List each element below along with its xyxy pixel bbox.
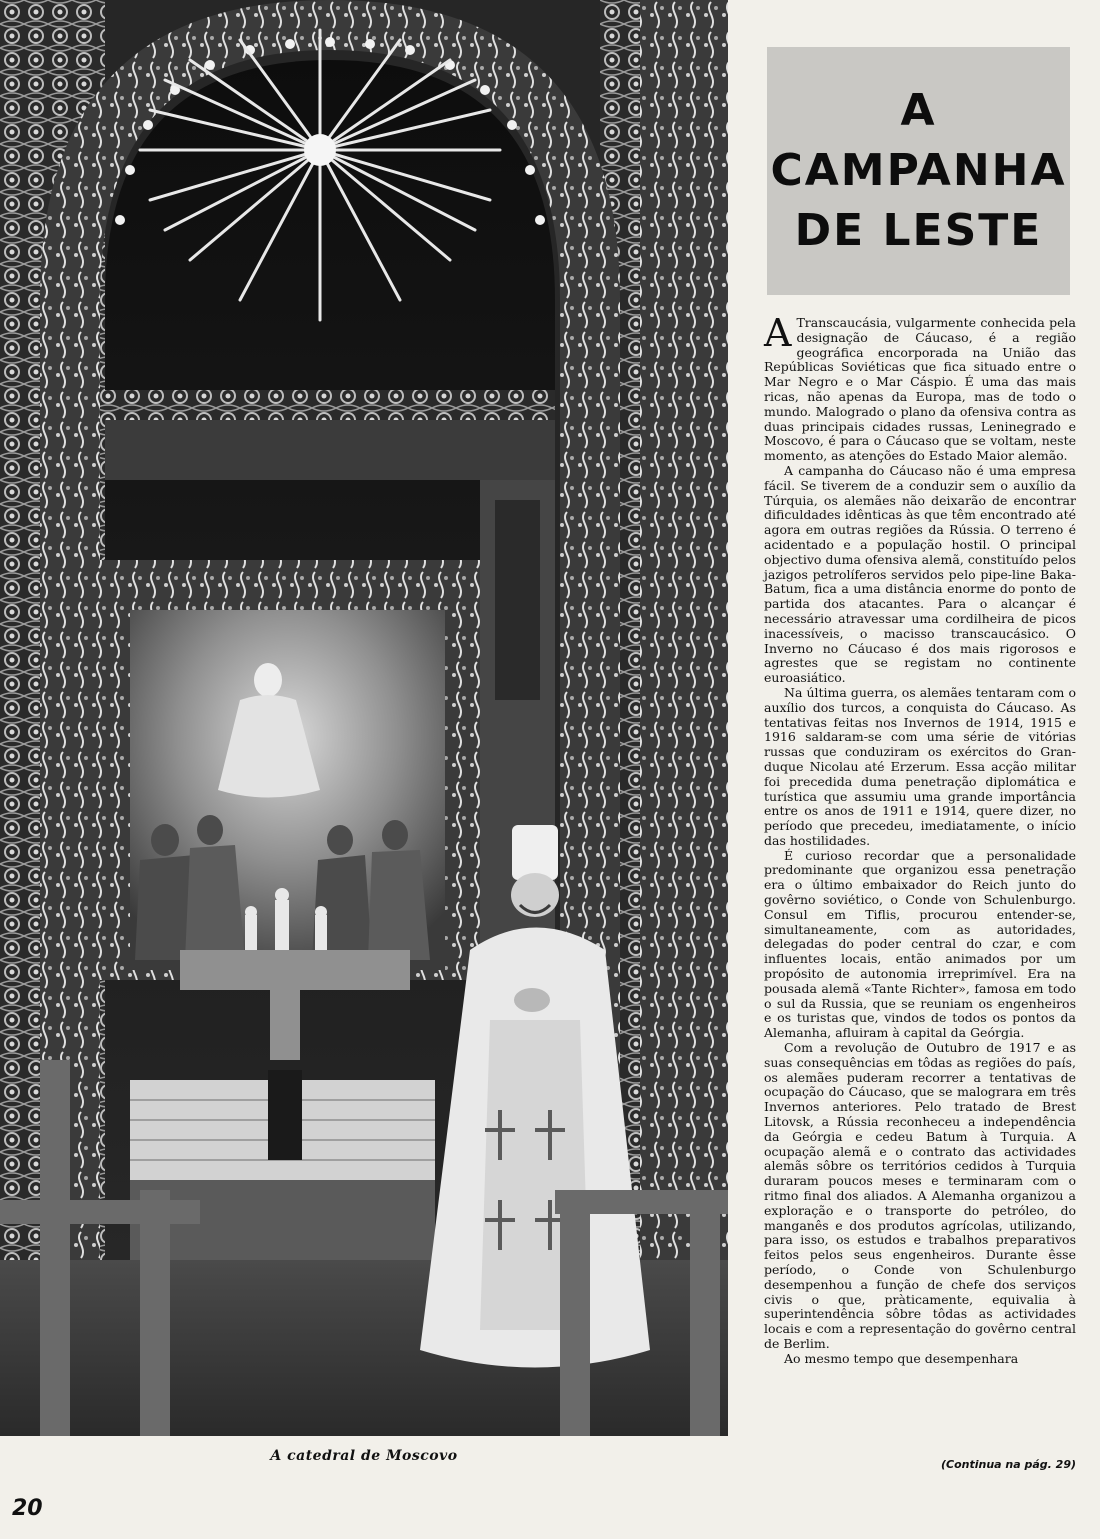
- photo-caption: A catedral de Moscovo: [270, 1448, 458, 1464]
- title-line-3: DE LESTE: [794, 205, 1043, 256]
- page-number: 20: [12, 1496, 43, 1521]
- title-line-1: A: [900, 85, 937, 136]
- article-paragraph-2: A campanha do Cáucaso não é uma empresa fácil. Se tiverem de a conduzir sem o auxílio da Túrquia, os alemães não deixarão de encontrar dificuldades idênticas às que têm encontrado até agora em outras regiões da Rússia. O terreno é acidentado e a população hostil. O principal objectivo duma ofensiva alemã, constituído pelos jazigos petrolíferos servidos pelo pipe-line Baka-Batum, fica a uma distância enorme do ponto de partida dos atacantes. Para o alcançar é necessário atravessar uma cordilheira de picos inacessíveis, o macisso transcaucásico. O Inverno no Cáucaso é dos mais rigorosos e agrestes que se registam no continente euroasiático.: [764, 462, 1076, 686]
- article-paragraph-6: Ao mesmo tempo que desempenhara: [784, 1350, 1019, 1366]
- article-paragraph-1: [764, 311, 1076, 464]
- article-body: [764, 311, 1076, 1367]
- article-paragraph-3: Na última guerra, os alemães tentaram com o auxílio dos turcos, a conquista do Cáucaso. As tentativas feitas nos Invernos de 1914, 1915 e 1916 saldaram-se com uma série de vitórias russas que conduziram os exércitos do Gran-duque Nicolau até Erzerum. Essa acção militar foi precedida duma penetração diplomática e turística que assumiu uma grande importância entre os anos de 1911 e 1914, quere dizer, no período que precedeu, imediatamente, o início das hostilidades.: [764, 684, 1076, 848]
- article-paragraph-1-text: Transcaucásia, vulgarmente conhecida pela designação de Cáucaso, é a região geográfica encorporada na União das Repúblicas Soviéticas que fica situado entre o Mar Negro e o Mar Cáspio. É uma das mais ricas, não apenas da Europa, mas de todo o mundo. Malogrado o plano da ofensiva contra as duas principais cidades russas, Leninegrado e Moscovo, é para o Cáucaso que se voltam, neste momento, as atenções do Estado Maior alemão.: [764, 315, 1076, 464]
- article-title-box: [767, 47, 1070, 295]
- article-paragraph-5: Com a revolução de Outubro de 1917 e as suas consequências em tôdas as regiões do país, os alemães puderam recorrer a tentativas de ocupação do Cáucaso, que se malograra em três Invernos anteriores. Pelo tratado de Brest Litovsk, a Rússia reconheceu a independência da Geórgia e cedeu Batum à Turquia. A ocupação alemã e o contrato das actividades alemãs sôbre os territórios cedidos à Turquia duraram poucos meses e terminaram com o ritmo final dos aliados. A Alemanha organizou a exploração e o transporte do petróleo, do manganês e dos produtos agrícolas, utilizando, para isso, os estudos e trabalhos preparativos feitos pelos seus engenheiros. Durante êsse período, o Conde von Schulenburgo desempenhou a função de chefe dos serviços civis o que, pràticamente, equivalia à superintendência sôbre tôdas as actividades locais e com a representação do govêrno central de Berlim.: [764, 1040, 1076, 1351]
- title-line-2: CAMPANHA: [770, 145, 1067, 196]
- continued-note: (Continua na pág. 29): [940, 1458, 1076, 1471]
- article-paragraph-4: É curioso recordar que a personalidade predominante que organizou essa penetração era o último embaixador do Reich junto do govêrno soviético, o Conde von Schulenburgo. Consul em Tiflis, procurou entender-se, simultaneamente, com as autoridades, delegadas do poder central do czar, e com influentes locais, então animados por um propósito de autonomia irreprimível. Era na pousada alemã «Tante Richter», famosa em todo o sul da Russia, que se reuniam os engenheiros e os turistas que, vindos de todos os pontos da Alemanha, afluiram à capital da Geórgia.: [764, 847, 1076, 1041]
- drop-cap: A: [764, 311, 792, 355]
